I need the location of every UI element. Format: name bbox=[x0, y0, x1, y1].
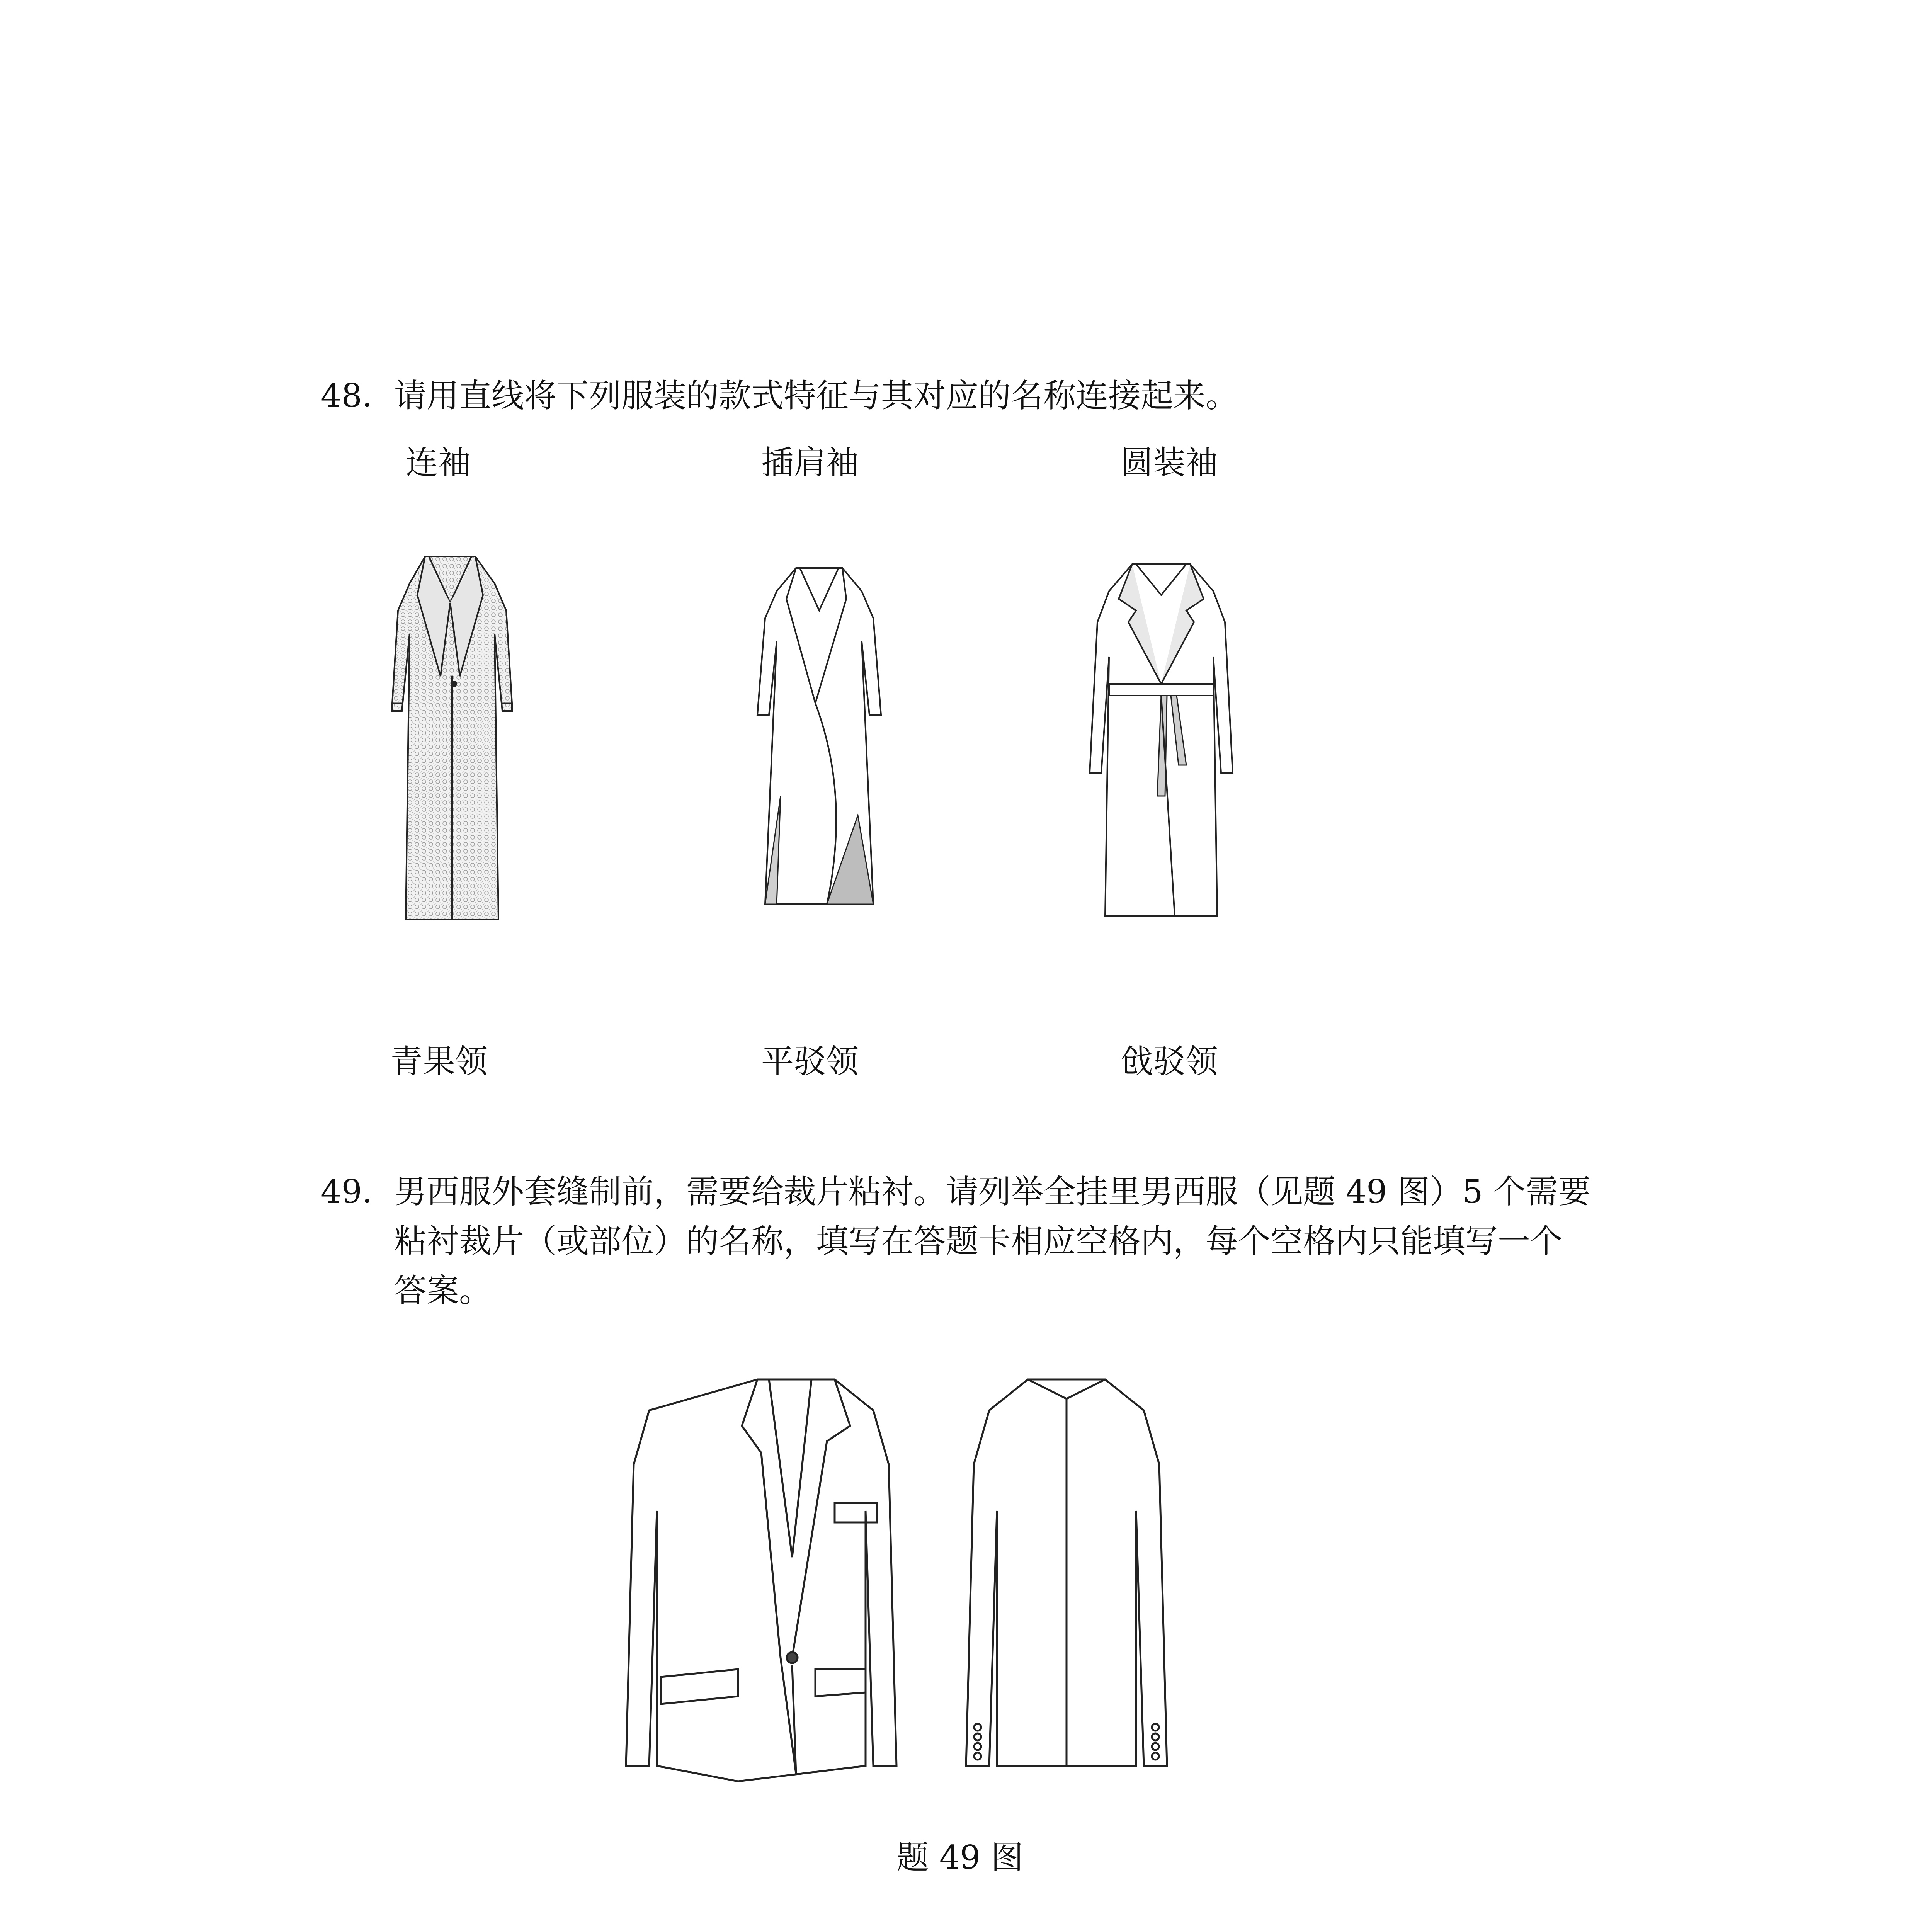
question-49-number: 49． bbox=[321, 1173, 395, 1211]
question-48-text: 请用直线将下列服装的款式特征与其对应的名称连接起来。 bbox=[394, 377, 1238, 415]
garment-belted-coat-illustration bbox=[1078, 556, 1244, 923]
collar-label-2: 平驳领 bbox=[761, 1043, 859, 1080]
figure-49-caption: 题 49 图 bbox=[896, 1838, 1024, 1876]
question-49-line-3: 答案。 bbox=[394, 1272, 492, 1310]
sleeve-label-3: 圆装袖 bbox=[1121, 444, 1218, 481]
question-49 bbox=[321, 1167, 1673, 1315]
question-48-number: 48． bbox=[321, 377, 395, 415]
jacket-back-drawing bbox=[966, 1379, 1167, 1766]
jacket-front-drawing bbox=[626, 1379, 896, 1781]
garment-draped-coat-illustration bbox=[750, 564, 889, 912]
sleeve-label-1: 连袖 bbox=[406, 444, 471, 481]
suit-jacket-front-back-figure bbox=[611, 1364, 1314, 1797]
collar-label-1: 青果领 bbox=[390, 1043, 488, 1080]
sleeve-label-2: 插肩袖 bbox=[761, 444, 859, 481]
question-48 bbox=[321, 371, 1635, 420]
question-49-line-1: 男西服外套缝制前，需要给裁片粘衬。请列举全挂里男西服（见题 49 图）5 个需要 bbox=[394, 1173, 1591, 1211]
collar-label-3: 戗驳领 bbox=[1121, 1043, 1218, 1080]
garment-lace-coat-illustration bbox=[379, 549, 526, 931]
question-49-line-2: 粘衬裁片（或部位）的名称，填写在答题卡相应空格内，每个空格内只能填写一个 bbox=[394, 1222, 1563, 1260]
